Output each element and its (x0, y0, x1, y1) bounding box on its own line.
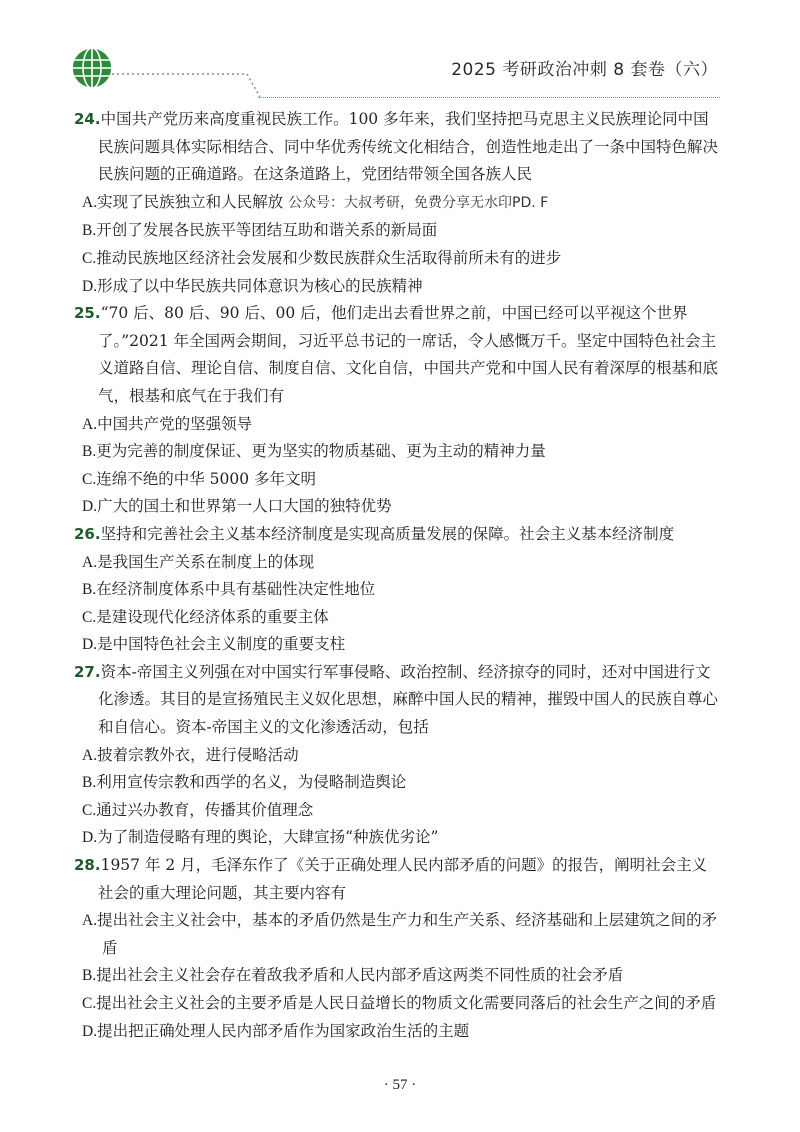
option-d[interactable]: D.为了制造侵略有理的舆论，大肆宣扬“种族优劣论” (82, 828, 439, 847)
question-number: 25. (74, 304, 101, 323)
question-number: 28. (74, 856, 101, 875)
option-d[interactable]: D.是中国特色社会主义制度的重要支柱 (82, 635, 346, 654)
page-number: · 57 · (383, 1077, 417, 1093)
option-a[interactable]: A.中国共产党的坚强领导 (82, 414, 253, 433)
question-26 (74, 521, 720, 659)
option-d[interactable]: D.形成了以中华民族共同体意识为核心的民族精神 (82, 276, 423, 295)
option-c[interactable]: C.连绵不绝的中华 5000 多年文明 (82, 469, 317, 488)
option-a[interactable]: A.是我国生产关系在制度上的体现 (82, 552, 315, 571)
question-stem: 资本-帝国主义列强在对中国实行军事侵略、政治控制、经济掠夺的同时，还对中国进行文化渗透。其目的是宣扬殖民主义奴化思想，麻醉中国人民的精神，摧毁中国人的民族自尊心和自信心。资本-帝国主义的文化渗透活动，包括 (98, 662, 719, 737)
header-rule (258, 97, 720, 98)
question-stem: 1957 年 2 月，毛泽东作了《关于正确处理人民内部矛盾的问题》的报告，阐明社会主义社会的重大理论问题，其主要内容有 (98, 856, 708, 902)
question-27 (74, 659, 720, 852)
question-number: 26. (74, 524, 101, 543)
question-stem: 坚持和完善社会主义基本经济制度是实现高质量发展的保障。社会主义基本经济制度 (100, 524, 675, 543)
option-c[interactable]: C.是建设现代化经济体系的重要主体 (82, 607, 329, 626)
option-b[interactable]: B.利用宣传宗教和西学的名义，为侵略制造舆论 (82, 773, 407, 792)
question-list (74, 106, 720, 1045)
option-c[interactable]: C.推动民族地区经济社会发展和少数民族群众生活取得前所未有的进步 (82, 248, 562, 267)
question-number: 27. (74, 662, 101, 681)
watermark-text: 公众号：大叔考研，免费分享无水印PD. F (288, 194, 549, 211)
option-d[interactable]: D.提出把正确处理人民内部矛盾作为国家政治生活的主题 (82, 1021, 470, 1040)
option-a[interactable]: A.实现了民族独立和人民解放 公众号：大叔考研，免费分享无水印PD. F (82, 192, 549, 211)
question-stem: “70 后、80 后、90 后、00 后，他们走出去看世界之前，中国已经可以平视这个世界了。”2021 年全国两会期间，习近平总书记的一席话，令人感慨万千。坚定中国特色社会主义道路自信、理论自信、制度自信、文化自信，中国共产党和中国人民有着深厚的根基和底气，根基和底气在于我们有 (98, 304, 719, 405)
option-a[interactable]: A.提出社会主义社会中，基本的矛盾仍然是生产力和生产关系、经济基础和上层建筑之间的矛盾 (82, 911, 718, 957)
question-stem: 中国共产党历来高度重视民族工作。100 多年来，我们坚持把马克思主义民族理论同中国民族问题具体实际相结合、同中华优秀传统文化相结合，创造性地走出了一条中国特色解决民族问题的正确道路。在这条道路上，党团结带领全国各族人民 (98, 110, 719, 184)
option-a[interactable]: A.披着宗教外衣，进行侵略活动 (82, 745, 299, 764)
option-b[interactable]: B.更为完善的制度保证、更为坚实的物质基础、更为主动的精神力量 (82, 442, 546, 461)
header-decoration (112, 62, 262, 102)
option-d[interactable]: D.广大的国土和世界第一人口大国的独特优势 (82, 497, 392, 516)
option-b[interactable]: B.在经济制度体系中具有基础性决定性地位 (82, 580, 376, 599)
option-c[interactable]: C.提出社会主义社会的主要矛盾是人民日益增长的物质文化需要同落后的社会生产之间的矛盾 (82, 994, 717, 1012)
option-c[interactable]: C.通过兴办教育，传播其价值理念 (82, 800, 314, 819)
option-b[interactable]: B.开创了发展各民族平等团结互助和谐关系的新局面 (82, 221, 438, 240)
question-number: 24. (74, 110, 101, 128)
globe-logo-icon (70, 46, 114, 90)
option-b[interactable]: B.提出社会主义社会存在着敌我矛盾和人民内部矛盾这两类不同性质的社会矛盾 (82, 966, 624, 985)
question-28 (74, 852, 720, 1045)
question-24 (74, 106, 720, 300)
question-25 (74, 300, 720, 521)
header-title: 2025 考研政治冲刺 8 套卷（六） (451, 60, 718, 80)
